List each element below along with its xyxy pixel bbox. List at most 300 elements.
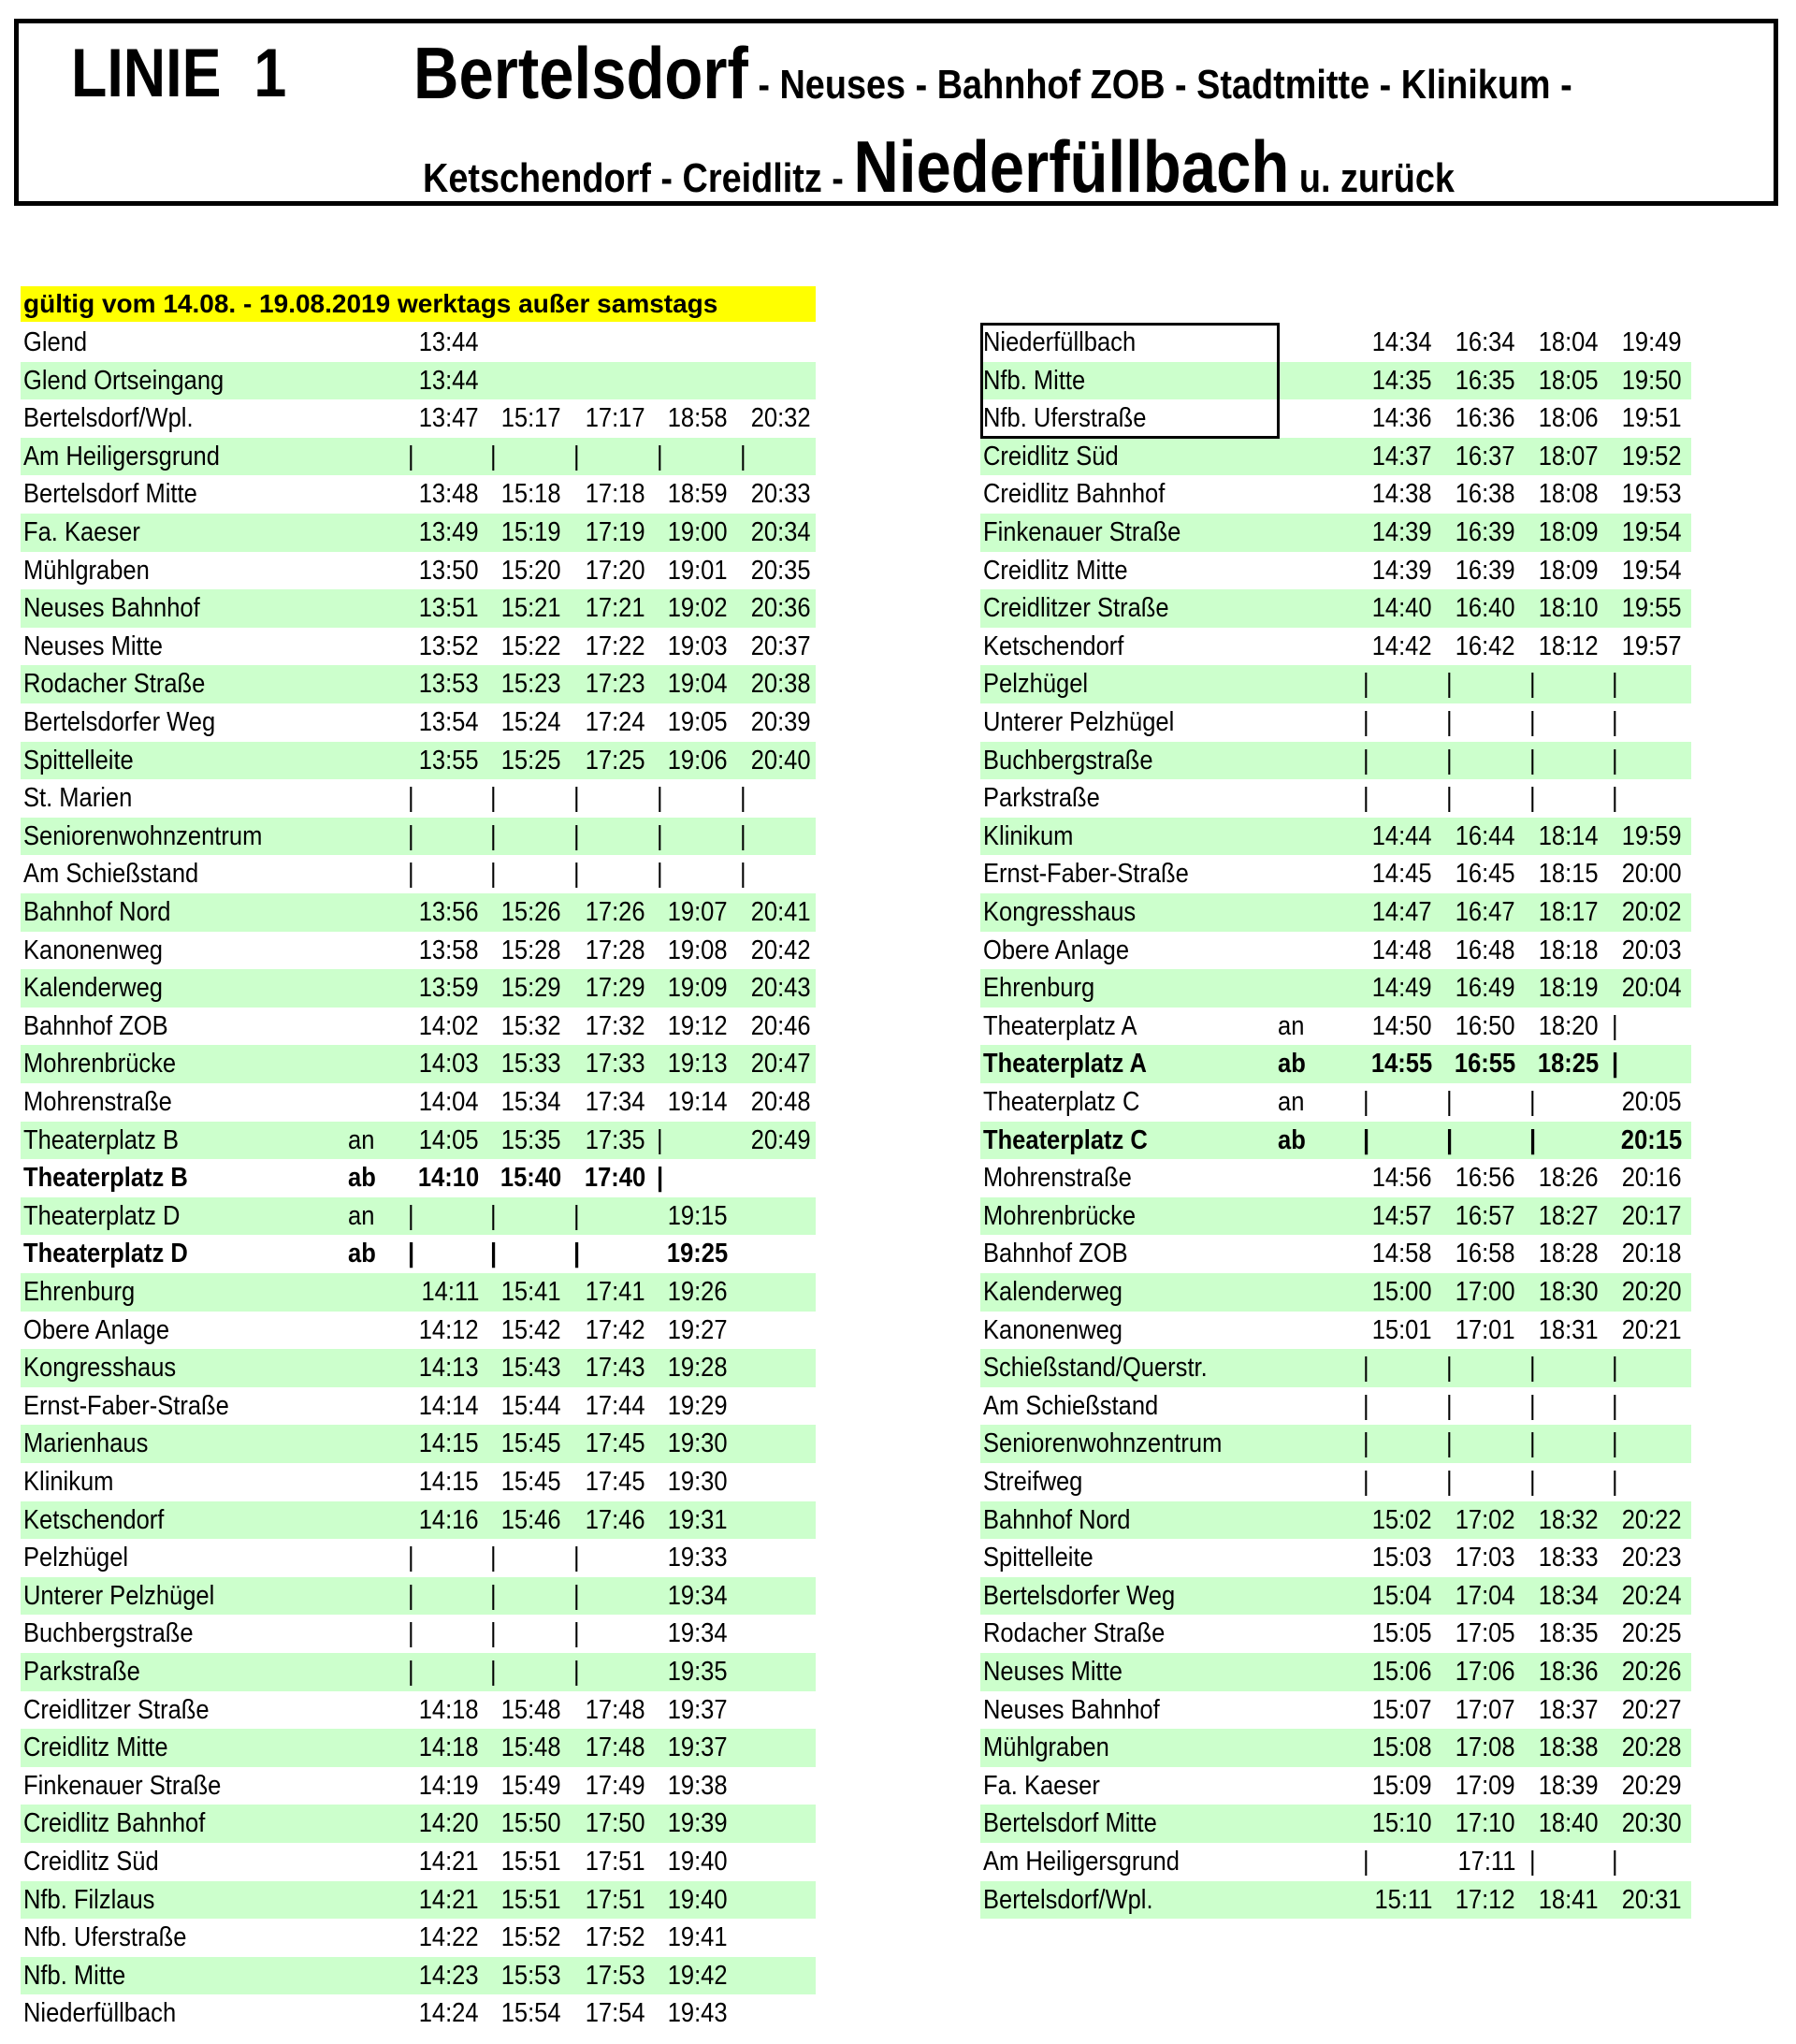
no-stop-marker: | — [408, 783, 414, 814]
departure-time: 13:59 — [419, 973, 479, 1004]
departure-time: 14:47 — [1372, 897, 1432, 927]
stop-name: Parkstraße — [23, 1657, 140, 1687]
departure-time: 19:51 — [1622, 403, 1682, 434]
timetable-row — [21, 1122, 816, 1160]
stop-name: Am Schießstand — [983, 1390, 1159, 1421]
departure-time: 17:04 — [1456, 1580, 1515, 1611]
stop-name: Mühlgraben — [983, 1732, 1109, 1763]
departure-time: 14:39 — [1372, 555, 1432, 586]
timetable-row — [980, 1045, 1691, 1083]
no-stop-marker: | — [1529, 669, 1536, 700]
departure-time: 17:52 — [586, 1922, 645, 1953]
departure-time: 14:39 — [1372, 517, 1432, 547]
no-stop-marker: | — [1612, 1353, 1618, 1384]
timetable-row — [980, 1881, 1691, 1920]
no-stop-marker: | — [657, 1124, 663, 1155]
timetable-row — [21, 1805, 816, 1843]
no-stop-marker: | — [1446, 1087, 1453, 1117]
departure-time: 17:45 — [586, 1428, 645, 1459]
timetable-row — [980, 1463, 1691, 1501]
departure-time: 17:24 — [586, 707, 645, 737]
departure-time: 19:37 — [668, 1732, 728, 1763]
departure-time: 14:38 — [1372, 479, 1432, 510]
timetable-row — [21, 1083, 816, 1122]
departure-time: 15:32 — [501, 1010, 561, 1041]
no-stop-marker: | — [573, 820, 580, 851]
no-stop-marker: | — [1529, 1124, 1537, 1155]
stop-name: Bahnhof ZOB — [23, 1010, 168, 1041]
no-stop-marker: | — [1529, 1390, 1536, 1421]
end-stop: Niederfüllbach — [853, 125, 1290, 208]
stop-name: Ketschendorf — [23, 1504, 165, 1535]
departure-time: 14:12 — [419, 1314, 479, 1345]
departure-time: 17:42 — [586, 1314, 645, 1345]
stop-name: Theaterplatz D — [23, 1200, 181, 1231]
timetable-row — [21, 362, 816, 400]
no-stop-marker: | — [1363, 1124, 1370, 1155]
departure-time: 17:02 — [1456, 1504, 1515, 1535]
timetable-row — [980, 1387, 1691, 1426]
no-stop-marker: | — [573, 783, 580, 814]
departure-time: 18:05 — [1539, 365, 1599, 396]
departure-time: 16:42 — [1456, 631, 1515, 661]
departure-time: 18:14 — [1539, 820, 1599, 851]
stop-name: St. Marien — [23, 783, 133, 814]
departure-time: 14:49 — [1372, 973, 1432, 1004]
departure-time: 17:06 — [1456, 1657, 1515, 1687]
timetable-row — [980, 855, 1691, 893]
departure-time: 15:46 — [501, 1504, 561, 1535]
departure-time: 19:05 — [668, 707, 728, 737]
timetable-row — [980, 514, 1691, 552]
start-stop: Bertelsdorf — [413, 32, 748, 114]
departure-time: 18:40 — [1539, 1808, 1599, 1839]
departure-time: 17:08 — [1456, 1732, 1515, 1763]
departure-time: 15:45 — [501, 1428, 561, 1459]
stop-name: Creidlitzer Straße — [983, 593, 1169, 624]
departure-time: 17:34 — [586, 1087, 645, 1117]
departure-time: 18:04 — [1539, 327, 1599, 357]
stop-name: Obere Anlage — [23, 1314, 170, 1345]
timetable-row — [21, 514, 816, 552]
departure-time: 20:20 — [1622, 1277, 1682, 1307]
departure-time: 18:58 — [668, 403, 728, 434]
departure-time: 14:13 — [419, 1353, 479, 1384]
departure-time: 16:34 — [1456, 327, 1515, 357]
departure-time: 14:15 — [419, 1467, 479, 1497]
stop-name: Bertelsdorfer Weg — [983, 1580, 1176, 1611]
departure-time: 15:53 — [501, 1960, 561, 1991]
departure-time: 19:27 — [668, 1314, 728, 1345]
stop-name: Bertelsdorf/Wpl. — [23, 403, 194, 434]
stop-name: Kanonenweg — [23, 935, 164, 965]
stop-name: Creidlitz Mitte — [23, 1732, 168, 1763]
departure-time: 15:21 — [501, 593, 561, 624]
timetable-row — [980, 1615, 1691, 1653]
departure-time: 20:43 — [751, 973, 811, 1004]
no-stop-marker: | — [1529, 783, 1536, 814]
timetable-row — [980, 1235, 1691, 1273]
timetable-row — [980, 1805, 1691, 1843]
timetable-row — [21, 1957, 816, 1995]
timetable-row — [21, 1273, 816, 1312]
departure-time: 15:03 — [1372, 1543, 1432, 1573]
departure-time: 17:49 — [586, 1770, 645, 1801]
departure-time: 17:28 — [586, 935, 645, 965]
timetable-row — [980, 1501, 1691, 1540]
stop-name: Unterer Pelzhügel — [983, 707, 1175, 737]
stop-name: Am Heiligersgrund — [983, 1847, 1180, 1877]
stop-name: Bertelsdorf Mitte — [23, 479, 197, 510]
departure-time: 15:22 — [501, 631, 561, 661]
departure-time: 17:00 — [1456, 1277, 1515, 1307]
departure-time: 17:35 — [586, 1124, 645, 1155]
no-stop-marker: | — [490, 1543, 497, 1573]
departure-time: 19:57 — [1622, 631, 1682, 661]
timetable-row — [980, 552, 1691, 590]
stop-name: Parkstraße — [983, 783, 1100, 814]
departure-time: 14:18 — [419, 1694, 479, 1725]
arrival-departure-mark: ab — [1278, 1049, 1306, 1080]
departure-time: 20:17 — [1622, 1200, 1682, 1231]
stop-name: Creidlitz Süd — [23, 1847, 159, 1877]
timetable-row — [980, 1843, 1691, 1881]
stop-name: Kongresshaus — [23, 1353, 177, 1384]
departure-time: 16:57 — [1456, 1200, 1515, 1231]
departure-time: 15:18 — [501, 479, 561, 510]
no-stop-marker: | — [573, 1239, 581, 1269]
route-line-2 — [423, 124, 1455, 210]
departure-time: 18:20 — [1539, 1010, 1599, 1041]
no-stop-marker: | — [573, 1200, 580, 1231]
departure-time: 18:35 — [1539, 1618, 1599, 1649]
stop-name: Bahnhof Nord — [983, 1504, 1131, 1535]
departure-time: 18:31 — [1539, 1314, 1599, 1345]
stop-name: Bahnhof ZOB — [983, 1239, 1128, 1269]
departure-time: 20:26 — [1622, 1657, 1682, 1687]
timetable-row — [21, 932, 816, 970]
timetable-row — [21, 893, 816, 932]
departure-time: 17:29 — [586, 973, 645, 1004]
no-stop-marker: | — [657, 1163, 664, 1194]
timetable-row — [21, 1008, 816, 1046]
departure-time: 20:05 — [1622, 1087, 1682, 1117]
timetable-row — [980, 628, 1691, 666]
departure-time: 20:33 — [751, 479, 811, 510]
timetable-row — [980, 475, 1691, 514]
stop-name: Rodacher Straße — [983, 1618, 1166, 1649]
departure-time: 15:02 — [1372, 1504, 1432, 1535]
no-stop-marker: | — [1363, 745, 1369, 776]
stop-name: Ketschendorf — [983, 631, 1124, 661]
line-number: LINIE 1 — [71, 36, 287, 111]
departure-time: 17:46 — [586, 1504, 645, 1535]
arrival-departure-mark: an — [1278, 1010, 1305, 1041]
timetable-row — [980, 1767, 1691, 1805]
timetable-row — [21, 1729, 816, 1767]
timetable-row — [21, 1235, 816, 1273]
departure-time: 18:12 — [1539, 631, 1599, 661]
no-stop-marker: | — [573, 859, 580, 890]
departure-time: 15:52 — [501, 1922, 561, 1953]
departure-time: 13:51 — [419, 593, 479, 624]
no-stop-marker: | — [1612, 1049, 1619, 1080]
departure-time: 15:45 — [501, 1467, 561, 1497]
departure-time: 16:38 — [1456, 479, 1515, 510]
no-stop-marker: | — [408, 820, 414, 851]
departure-time: 14:22 — [419, 1922, 479, 1953]
no-stop-marker: | — [490, 859, 497, 890]
arrival-departure-mark: an — [1278, 1087, 1305, 1117]
stop-name: Spittelleite — [23, 745, 134, 776]
timetable-row — [21, 1653, 816, 1691]
timetable-row — [21, 703, 816, 742]
departure-time: 15:00 — [1372, 1277, 1432, 1307]
departure-time: 16:47 — [1456, 897, 1515, 927]
departure-time: 20:29 — [1622, 1770, 1682, 1801]
no-stop-marker: | — [408, 1200, 414, 1231]
departure-time: 17:54 — [586, 1998, 645, 2029]
departure-time: 15:05 — [1372, 1618, 1432, 1649]
stop-name: Kalenderweg — [23, 973, 163, 1004]
departure-time: 16:45 — [1456, 859, 1515, 890]
no-stop-marker: | — [1363, 1353, 1369, 1384]
stop-name: Bertelsdorfer Weg — [23, 707, 216, 737]
departure-time: 15:06 — [1372, 1657, 1432, 1687]
departure-time: 15:54 — [501, 1998, 561, 2029]
departure-time: 17:01 — [1456, 1314, 1515, 1345]
departure-time: 15:49 — [501, 1770, 561, 1801]
no-stop-marker: | — [740, 441, 746, 471]
stop-name: Creidlitzer Straße — [23, 1694, 210, 1725]
departure-time: 19:49 — [1622, 327, 1682, 357]
stop-name: Ehrenburg — [23, 1277, 136, 1307]
stop-name: Nfb. Mitte — [23, 1960, 126, 1991]
no-stop-marker: | — [1612, 745, 1618, 776]
departure-time: 13:55 — [419, 745, 479, 776]
departure-time: 15:11 — [1374, 1884, 1432, 1915]
departure-time: 14:21 — [419, 1847, 479, 1877]
no-stop-marker: | — [408, 1618, 414, 1649]
timetable-row — [980, 1008, 1691, 1046]
departure-time: 14:20 — [419, 1808, 479, 1839]
route-via-2: Ketschendorf - Creidlitz - — [423, 155, 854, 201]
departure-time: 18:25 — [1537, 1049, 1599, 1080]
departure-time: 19:34 — [668, 1618, 728, 1649]
departure-time: 18:33 — [1539, 1543, 1599, 1573]
timetable-row — [980, 665, 1691, 703]
departure-time: 20:23 — [1622, 1543, 1682, 1573]
timetable-row — [21, 324, 816, 362]
no-stop-marker: | — [408, 1580, 414, 1611]
departure-time: 15:48 — [501, 1694, 561, 1725]
stop-name: Niederfüllbach — [983, 327, 1137, 357]
departure-time: 17:48 — [586, 1732, 645, 1763]
departure-time: 19:08 — [668, 935, 728, 965]
stop-name: Nfb. Uferstraße — [983, 403, 1147, 434]
no-stop-marker: | — [657, 783, 663, 814]
departure-time: 17:33 — [586, 1049, 645, 1080]
departure-time: 20:47 — [751, 1049, 811, 1080]
stop-name: Pelzhügel — [983, 669, 1089, 700]
timetable-row — [980, 1653, 1691, 1691]
stop-name: Mühlgraben — [23, 555, 150, 586]
departure-time: 15:25 — [501, 745, 561, 776]
departure-time: 15:33 — [501, 1049, 561, 1080]
no-stop-marker: | — [1363, 1390, 1369, 1421]
timetable-row — [21, 628, 816, 666]
stop-name: Glend — [23, 327, 88, 357]
departure-time: 18:07 — [1539, 441, 1599, 471]
stop-name: Glend Ortseingang — [23, 365, 224, 396]
no-stop-marker: | — [1612, 1428, 1618, 1459]
stop-name: Nfb. Filzlaus — [23, 1884, 155, 1915]
timetable-row — [21, 742, 816, 780]
arrival-departure-mark: ab — [348, 1239, 376, 1269]
departure-time: 14:21 — [419, 1884, 479, 1915]
departure-time: 13:52 — [419, 631, 479, 661]
timetable-row — [980, 1691, 1691, 1730]
departure-time: 17:21 — [586, 593, 645, 624]
departure-time: 20:25 — [1622, 1618, 1682, 1649]
stop-name: Am Heiligersgrund — [23, 441, 220, 471]
departure-time: 19:15 — [668, 1200, 728, 1231]
departure-time: 20:48 — [751, 1087, 811, 1117]
departure-time: 14:45 — [1372, 859, 1432, 890]
departure-time: 20:18 — [1622, 1239, 1682, 1269]
departure-time: 14:36 — [1372, 403, 1432, 434]
departure-time: 14:18 — [419, 1732, 479, 1763]
timetable-row — [980, 1425, 1691, 1463]
no-stop-marker: | — [1612, 1847, 1618, 1877]
departure-time: 19:02 — [668, 593, 728, 624]
departure-time: 20:34 — [751, 517, 811, 547]
departure-time: 14:10 — [417, 1163, 479, 1194]
departure-time: 19:38 — [668, 1770, 728, 1801]
departure-time: 16:56 — [1456, 1163, 1515, 1194]
timetable-row — [21, 1501, 816, 1540]
departure-time: 19:37 — [668, 1694, 728, 1725]
departure-time: 15:26 — [501, 897, 561, 927]
departure-time: 19:55 — [1622, 593, 1682, 624]
stop-name: Theaterplatz C — [983, 1087, 1140, 1117]
departure-time: 16:44 — [1456, 820, 1515, 851]
departure-time: 18:34 — [1539, 1580, 1599, 1611]
departure-time: 14:04 — [419, 1087, 479, 1117]
no-stop-marker: | — [1529, 1087, 1536, 1117]
return-note: u. zurück — [1289, 155, 1455, 201]
departure-time: 20:32 — [751, 403, 811, 434]
departure-time: 17:51 — [586, 1847, 645, 1877]
no-stop-marker: | — [1446, 669, 1453, 700]
stop-name: Theaterplatz A — [983, 1010, 1137, 1041]
departure-time: 19:35 — [668, 1657, 728, 1687]
timetable-row — [21, 1349, 816, 1387]
stop-name: Klinikum — [23, 1467, 114, 1497]
departure-time: 18:08 — [1539, 479, 1599, 510]
departure-time: 13:47 — [419, 403, 479, 434]
timetable-row — [980, 1273, 1691, 1312]
departure-time: 19:14 — [668, 1087, 728, 1117]
departure-time: 20:37 — [751, 631, 811, 661]
departure-time: 20:46 — [751, 1010, 811, 1041]
departure-time: 15:24 — [501, 707, 561, 737]
departure-time: 14:16 — [419, 1504, 479, 1535]
no-stop-marker: | — [657, 859, 663, 890]
timetable-row — [21, 665, 816, 703]
departure-time: 17:26 — [586, 897, 645, 927]
no-stop-marker: | — [1612, 1390, 1618, 1421]
timetable-row — [21, 1615, 816, 1653]
departure-time: 14:24 — [419, 1998, 479, 2029]
departure-time: 20:28 — [1622, 1732, 1682, 1763]
departure-time: 15:07 — [1372, 1694, 1432, 1725]
no-stop-marker: | — [490, 1239, 498, 1269]
departure-time: 18:28 — [1539, 1239, 1599, 1269]
no-stop-marker: | — [1363, 1428, 1369, 1459]
no-stop-marker: | — [1446, 707, 1453, 737]
departure-time: 20:36 — [751, 593, 811, 624]
no-stop-marker: | — [1363, 669, 1369, 700]
departure-time: 19:40 — [668, 1847, 728, 1877]
departure-time: 19:26 — [668, 1277, 728, 1307]
timetable-row — [980, 1539, 1691, 1577]
departure-time: 19:12 — [668, 1010, 728, 1041]
departure-time: 18:37 — [1539, 1694, 1599, 1725]
departure-time: 14:55 — [1370, 1049, 1432, 1080]
departure-time: 14:58 — [1372, 1239, 1432, 1269]
departure-time: 14:44 — [1372, 820, 1432, 851]
departure-time: 15:48 — [501, 1732, 561, 1763]
stop-name: Pelzhügel — [23, 1543, 129, 1573]
no-stop-marker: | — [1612, 707, 1618, 737]
stop-name: Bahnhof Nord — [23, 897, 171, 927]
no-stop-marker: | — [573, 1657, 580, 1687]
stop-name: Am Schießstand — [23, 859, 199, 890]
departure-time: 17:07 — [1456, 1694, 1515, 1725]
timetable-row — [980, 1729, 1691, 1767]
timetable-row — [21, 1577, 816, 1616]
departure-time: 18:18 — [1539, 935, 1599, 965]
departure-time: 19:07 — [668, 897, 728, 927]
stop-name: Mohrenstraße — [983, 1163, 1132, 1194]
departure-time: 15:10 — [1372, 1808, 1432, 1839]
timetable-row — [21, 1463, 816, 1501]
departure-time: 14:11 — [421, 1277, 479, 1307]
no-stop-marker: | — [1363, 1847, 1369, 1877]
timetable-row — [980, 779, 1691, 818]
departure-time: 14:42 — [1372, 631, 1432, 661]
departure-time: 20:41 — [751, 897, 811, 927]
no-stop-marker: | — [490, 1580, 497, 1611]
stop-name: Theaterplatz A — [983, 1049, 1147, 1080]
stop-name: Finkenauer Straße — [983, 517, 1181, 547]
departure-time: 17:17 — [586, 403, 645, 434]
departure-time: 16:55 — [1454, 1049, 1515, 1080]
departure-time: 19:54 — [1622, 555, 1682, 586]
timetable-row — [980, 1197, 1691, 1236]
departure-time: 19:39 — [668, 1808, 728, 1839]
departure-time: 16:50 — [1456, 1010, 1515, 1041]
no-stop-marker: | — [1446, 1467, 1453, 1497]
no-stop-marker: | — [490, 820, 497, 851]
stop-name: Bertelsdorf/Wpl. — [983, 1884, 1153, 1915]
departure-time: 17:23 — [586, 669, 645, 700]
departure-time: 19:03 — [668, 631, 728, 661]
no-stop-marker: | — [657, 441, 663, 471]
stop-name: Ehrenburg — [983, 973, 1095, 1004]
departure-time: 19:31 — [668, 1504, 728, 1535]
